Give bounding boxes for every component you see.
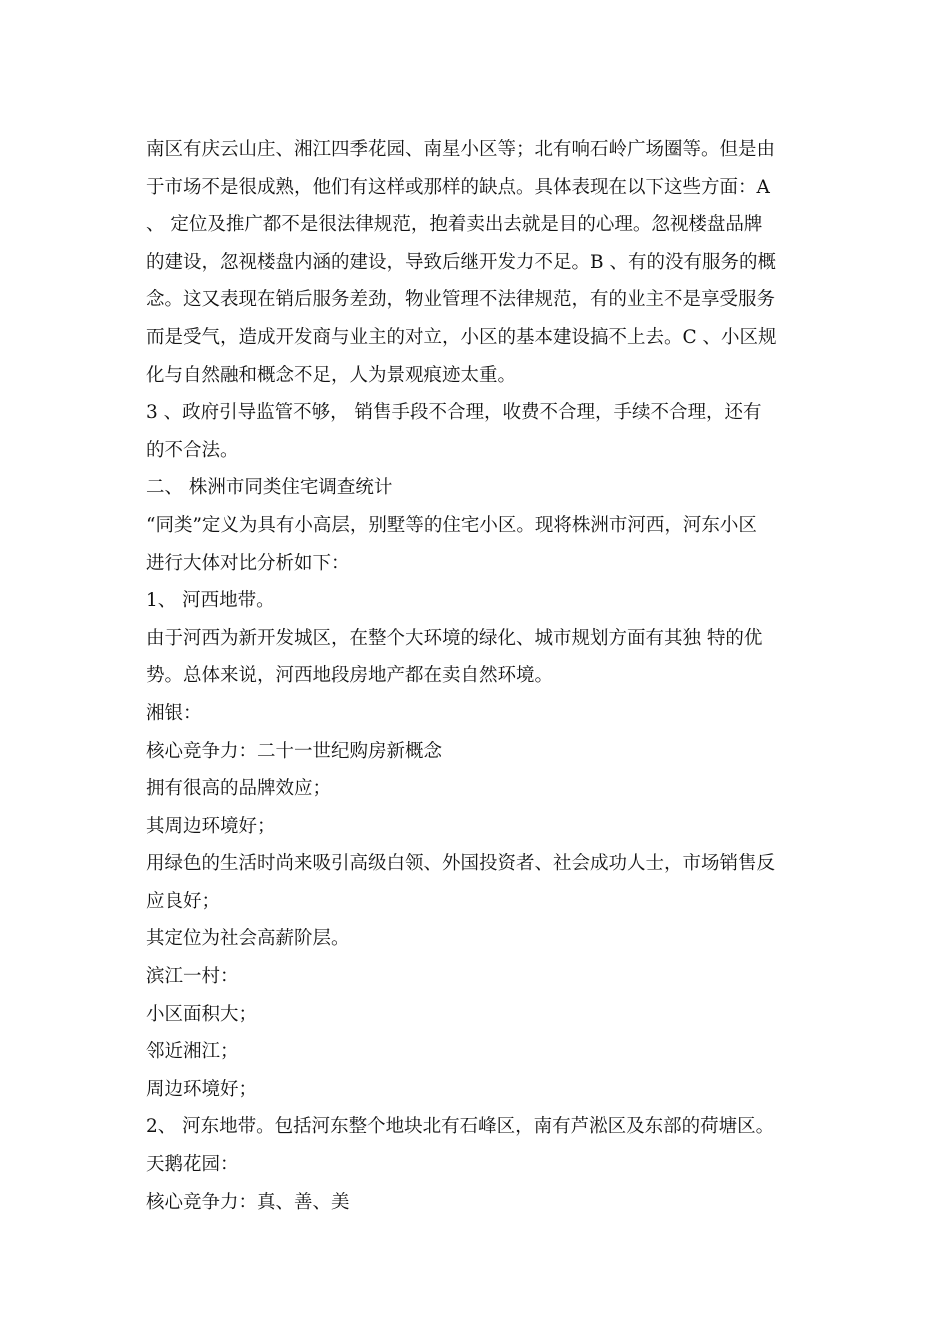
text-line: 、 定位及推广都不是很法律规范，抱着卖出去就是目的心理。忽视楼盘品牌 <box>146 214 763 236</box>
property-name: 天鹅花园： <box>146 1154 239 1176</box>
section-heading: 二、 株洲市同类住宅调查统计 <box>146 477 393 499</box>
text-line: 的建设，忽视楼盘内涵的建设，导致后继开发力不足。B 、有的没有服务的概 <box>146 251 776 273</box>
text-line: 核心竞争力：真、善、美 <box>146 1191 350 1213</box>
text-line: 而是受气，造成开发商与业主的对立，小区的基本建设搞不上去。C 、小区规 <box>146 326 777 348</box>
text-line: 应良好； <box>146 890 221 912</box>
text-line: 念。这又表现在销后服务差劲，物业管理不法律规范，有的业主不是享受服务 <box>146 289 776 311</box>
text-line: 3 、政府引导监管不够， 销售手段不合理，收费不合理，手续不合理，还有 <box>146 402 762 424</box>
text-line: 小区面积大； <box>146 1003 258 1025</box>
document-body <box>146 131 806 1221</box>
text-line: “同类”定义为具有小高层，别墅等的住宅小区。现将株洲市河西，河东小区 <box>146 514 757 536</box>
text-line: 用绿色的生活时尚来吸引高级白领、外国投资者、社会成功人士，市场销售反 <box>146 853 776 875</box>
subsection-heading: 1、 河西地带。 <box>146 590 275 612</box>
text-line: 其定位为社会高薪阶层。 <box>146 928 350 950</box>
text-line: 其周边环境好； <box>146 815 276 837</box>
text-line: 由于河西为新开发城区，在整个大环境的绿化、城市规划方面有其独 特的优 <box>146 627 763 649</box>
text-line: 于市场不是很成熟，他们有这样或那样的缺点。具体表现在以下这些方面：A <box>146 176 770 198</box>
text-line: 周边环境好； <box>146 1078 258 1100</box>
text-line: 化与自然融和概念不足，人为景观痕迹太重。 <box>146 364 517 386</box>
property-name: 滨江一村： <box>146 966 239 988</box>
text-line: 核心竞争力：二十一世纪购房新概念 <box>146 740 443 762</box>
text-line: 势。总体来说，河西地段房地产都在卖自然环境。 <box>146 665 554 687</box>
property-name: 湘银： <box>146 702 202 724</box>
text-line: 拥有很高的品牌效应； <box>146 778 332 800</box>
text-line: 南区有庆云山庄、湘江四季花园、南星小区等；北有响石岭广场圈等。但是由 <box>146 139 776 160</box>
text-line: 邻近湘江； <box>146 1041 239 1063</box>
text-line: 进行大体对比分析如下： <box>146 552 350 574</box>
subsection-heading: 2、 河东地带。包括河东整个地块北有石峰区，南有芦淞区及东部的荷塘区。 <box>146 1116 775 1138</box>
text-line: 的不合法。 <box>146 439 239 461</box>
